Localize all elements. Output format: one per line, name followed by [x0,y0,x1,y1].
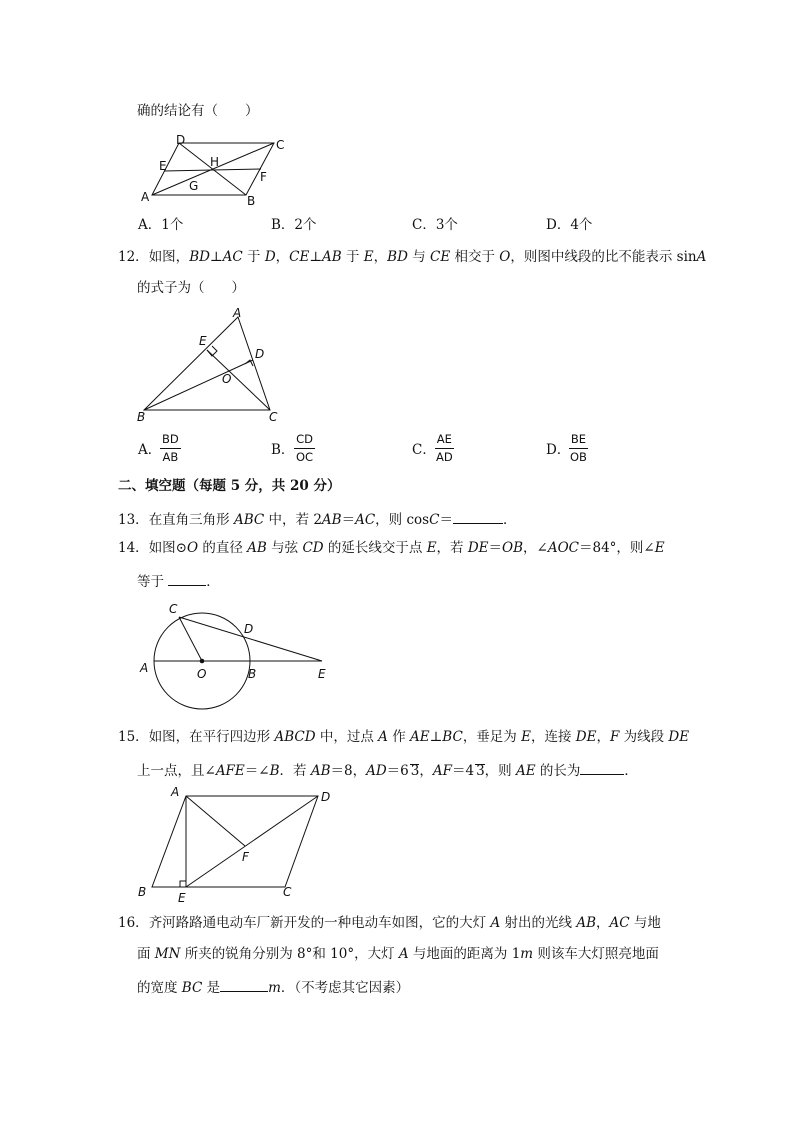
q15-stem-line1: 15．如图，在平行四边形 ABCD 中，过点 A 作 AE⊥BC，垂足为 E，连接 DE，F 为线段 DE [118,729,690,745]
q12-label-O: O [222,372,232,386]
q11-option-c[interactable]: C．3个 [412,217,458,233]
q12-option-c-fraction[interactable]: $\frac{AE}{AD}$ [436,432,453,464]
q16-stem-line1: 16．齐河路路通电动车厂新开发的一种电动车如图，它的大灯 A 射出的光线 AB，AC 与地 [118,915,661,931]
q12-label-D: D [255,347,265,361]
q11-label-F: F [260,170,267,184]
q15-label-D: D [321,790,331,804]
q14-label-D: D [244,622,254,636]
q12-option-a-letter[interactable]: A． [138,442,162,458]
q12-triangle-figure [135,305,295,425]
q14-stem-line1: 14．如图⊙O 的直径 AB 与弦 CD 的延长线交于点 E，若 DE＝OB，∠AOC＝84°，则∠E [118,540,665,556]
q12-option-d-fraction[interactable]: $\frac{BE}{OB}$ [570,432,587,464]
q15-parallelogram-figure [135,784,335,909]
q12-stem-line1: 12．如图，BD⊥AC 于 D，CE⊥AB 于 E，BD 与 CE 相交于 O，则图中线段的比不能表示 sinA [118,249,707,265]
q15-answer-blank[interactable] [580,762,624,775]
q12-option-b-fraction[interactable]: $\frac{CD}{OC}$ [296,432,314,464]
q12-label-E: E [199,334,207,348]
q12-option-d-letter[interactable]: D． [546,442,571,458]
q14-answer-blank[interactable] [168,573,206,586]
q16-stem-line2: 面 MN 所夹的锐角分别为 8°和 10°，大灯 A 与地面的距离为 1m 则该车大灯照亮地面 [137,946,659,962]
q12-label-C: C [269,410,278,424]
q12-option-b-letter[interactable]: B． [271,442,295,458]
q15-label-A: A [171,785,180,799]
q12-option-c-letter[interactable]: C． [412,442,436,458]
q12-option-a-fraction[interactable]: $\frac{BD}{AB}$ [162,432,179,464]
q15-stem-line2: 上一点，且∠AFE＝∠B．若 AB＝8，AD＝6 3，AF＝4 3，则 AE 的长为 ． [137,763,638,779]
section-title-fill-in: 二、填空题（每题 5 分，共 20 分） [118,478,341,494]
q11-label-C: C [276,138,285,152]
q11-option-b[interactable]: B．2个 [271,217,317,233]
q14-circle-figure [135,598,335,708]
q12-label-B: B [137,410,146,424]
q11-label-H: H [210,155,220,169]
q14-label-O: O [197,667,207,681]
q16-stem-line3: 的宽度 BC 是 m．（不考虑其它因素） [137,980,410,996]
q11-label-B: B [247,194,256,208]
q15-label-E: E [178,891,186,905]
q14-label-B: B [248,667,257,681]
q12-label-A: A [233,306,242,320]
q11-parallelogram-figure [138,133,298,208]
q11-text-tail: 确的结论有（ ） [137,103,259,119]
q11-label-E: E [159,159,167,173]
q13-stem: 13．在直角三角形 ABC 中，若 2AB＝AC，则 cosC＝ ． [118,512,517,528]
q11-label-D: D [176,133,186,147]
q13-answer-blank[interactable] [453,511,503,524]
q12-stem-line2: 的式子为（ ） [137,280,245,296]
q16-answer-blank[interactable] [220,979,268,992]
q14-label-A: A [140,661,149,675]
q11-label-A: A [141,190,150,204]
q14-label-E: E [318,667,326,681]
q14-stem-line2: 等于 ． [137,574,220,590]
q11-option-d[interactable]: D．4个 [546,217,593,233]
q14-label-C: C [169,602,178,616]
q15-label-B: B [138,885,147,899]
q11-label-G: G [189,179,199,193]
q15-label-C: C [283,885,292,899]
q15-label-F: F [242,850,249,864]
q11-option-a[interactable]: A．1个 [138,217,184,233]
